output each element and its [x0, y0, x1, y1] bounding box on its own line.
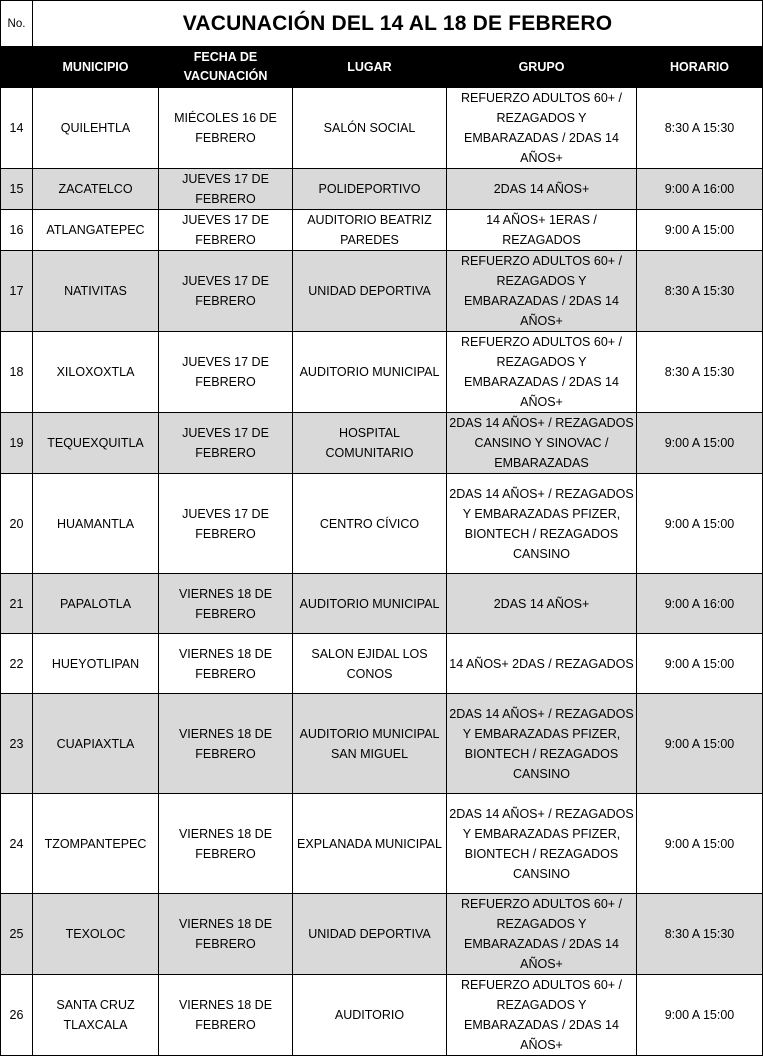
cell-municipio: TEQUEXQUITLA [33, 413, 159, 474]
cell-horario: 8:30 A 15:30 [637, 88, 763, 169]
cell-lugar: AUDITORIO MUNICIPAL [293, 574, 447, 634]
cell-lugar: CENTRO CÍVICO [293, 474, 447, 574]
cell-horario: 8:30 A 15:30 [637, 894, 763, 975]
cell-horario: 9:00 A 15:00 [637, 975, 763, 1056]
table-row [1, 413, 763, 474]
cell-horario: 9:00 A 15:00 [637, 413, 763, 474]
cell-no: 19 [1, 413, 33, 474]
table-row [1, 574, 763, 634]
cell-fecha: VIERNES 18 DE FEBRERO [159, 694, 293, 794]
table-row [1, 88, 763, 169]
cell-no: 16 [1, 210, 33, 251]
cell-municipio: CUAPIAXTLA [33, 694, 159, 794]
table-row [1, 634, 763, 694]
cell-horario: 8:30 A 15:30 [637, 251, 763, 332]
cell-horario: 9:00 A 15:00 [637, 694, 763, 794]
cell-grupo: REFUERZO ADULTOS 60+ / REZAGADOS Y EMBARAZADAS / 2DAS 14 AÑOS+ [447, 894, 637, 975]
cell-horario: 8:30 A 15:30 [637, 332, 763, 413]
cell-lugar: AUDITORIO BEATRIZ PAREDES [293, 210, 447, 251]
cell-grupo: 2DAS 14 AÑOS+ [447, 169, 637, 210]
cell-municipio: ATLANGATEPEC [33, 210, 159, 251]
table-row [1, 474, 763, 574]
cell-lugar: SALON EJIDAL LOS CONOS [293, 634, 447, 694]
cell-no: 15 [1, 169, 33, 210]
table-row [1, 894, 763, 975]
cell-lugar: AUDITORIO MUNICIPAL [293, 332, 447, 413]
cell-municipio: SANTA CRUZ TLAXCALA [33, 975, 159, 1056]
cell-no: 17 [1, 251, 33, 332]
table-row [1, 251, 763, 332]
cell-fecha: JUEVES 17 DE FEBRERO [159, 251, 293, 332]
column-header-row [1, 47, 763, 88]
cell-grupo: 2DAS 14 AÑOS+ / REZAGADOS Y EMBARAZADAS PFIZER, BIONTECH / REZAGADOS CANSINO [447, 794, 637, 894]
table-row [1, 794, 763, 894]
cell-lugar: UNIDAD DEPORTIVA [293, 251, 447, 332]
cell-fecha: MIÉCOLES 16 DE FEBRERO [159, 88, 293, 169]
cell-grupo: 2DAS 14 AÑOS+ / REZAGADOS Y EMBARAZADAS PFIZER, BIONTECH / REZAGADOS CANSINO [447, 694, 637, 794]
table-row [1, 694, 763, 794]
cell-lugar: POLIDEPORTIVO [293, 169, 447, 210]
cell-no: 23 [1, 694, 33, 794]
cell-municipio: TEXOLOC [33, 894, 159, 975]
cell-no: 18 [1, 332, 33, 413]
cell-municipio: XILOXOXTLA [33, 332, 159, 413]
cell-horario: 9:00 A 15:00 [637, 210, 763, 251]
cell-no: 26 [1, 975, 33, 1056]
cell-fecha: JUEVES 17 DE FEBRERO [159, 169, 293, 210]
cell-lugar: SALÓN SOCIAL [293, 88, 447, 169]
cell-no: 20 [1, 474, 33, 574]
header-municipio: MUNICIPIO [33, 47, 159, 88]
cell-fecha: JUEVES 17 DE FEBRERO [159, 210, 293, 251]
header-no-blank [1, 47, 33, 88]
cell-fecha: VIERNES 18 DE FEBRERO [159, 574, 293, 634]
header-fecha: FECHA DE VACUNACIÓN [159, 47, 293, 88]
cell-municipio: HUEYOTLIPAN [33, 634, 159, 694]
no-column-label: No. [1, 1, 33, 47]
cell-horario: 9:00 A 15:00 [637, 474, 763, 574]
cell-grupo: REFUERZO ADULTOS 60+ / REZAGADOS Y EMBARAZADAS / 2DAS 14 AÑOS+ [447, 332, 637, 413]
table-row [1, 169, 763, 210]
cell-no: 14 [1, 88, 33, 169]
cell-lugar: UNIDAD DEPORTIVA [293, 894, 447, 975]
cell-grupo: 2DAS 14 AÑOS+ [447, 574, 637, 634]
cell-lugar: AUDITORIO [293, 975, 447, 1056]
cell-fecha: VIERNES 18 DE FEBRERO [159, 634, 293, 694]
cell-fecha: VIERNES 18 DE FEBRERO [159, 894, 293, 975]
cell-fecha: VIERNES 18 DE FEBRERO [159, 975, 293, 1056]
cell-no: 24 [1, 794, 33, 894]
cell-grupo: REFUERZO ADULTOS 60+ / REZAGADOS Y EMBARAZADAS / 2DAS 14 AÑOS+ [447, 251, 637, 332]
cell-municipio: ZACATELCO [33, 169, 159, 210]
cell-fecha: JUEVES 17 DE FEBRERO [159, 332, 293, 413]
cell-fecha: VIERNES 18 DE FEBRERO [159, 794, 293, 894]
cell-lugar: EXPLANADA MUNICIPAL [293, 794, 447, 894]
cell-municipio: NATIVITAS [33, 251, 159, 332]
cell-horario: 9:00 A 15:00 [637, 794, 763, 894]
cell-horario: 9:00 A 16:00 [637, 169, 763, 210]
cell-lugar: HOSPITAL COMUNITARIO [293, 413, 447, 474]
title-row [1, 1, 763, 47]
header-horario: HORARIO [637, 47, 763, 88]
cell-grupo: REFUERZO ADULTOS 60+ / REZAGADOS Y EMBARAZADAS / 2DAS 14 AÑOS+ [447, 975, 637, 1056]
table-row [1, 210, 763, 251]
cell-grupo: 2DAS 14 AÑOS+ / REZAGADOS Y EMBARAZADAS PFIZER, BIONTECH / REZAGADOS CANSINO [447, 474, 637, 574]
cell-grupo: REFUERZO ADULTOS 60+ / REZAGADOS Y EMBARAZADAS / 2DAS 14 AÑOS+ [447, 88, 637, 169]
cell-municipio: QUILEHTLA [33, 88, 159, 169]
cell-no: 21 [1, 574, 33, 634]
table-row [1, 975, 763, 1056]
table-row [1, 332, 763, 413]
header-lugar: LUGAR [293, 47, 447, 88]
cell-municipio: HUAMANTLA [33, 474, 159, 574]
cell-grupo: 2DAS 14 AÑOS+ / REZAGADOS CANSINO Y SINOVAC / EMBARAZADAS [447, 413, 637, 474]
page-title: VACUNACIÓN DEL 14 AL 18 DE FEBRERO [33, 1, 763, 47]
cell-municipio: TZOMPANTEPEC [33, 794, 159, 894]
cell-horario: 9:00 A 16:00 [637, 574, 763, 634]
cell-no: 25 [1, 894, 33, 975]
cell-grupo: 14 AÑOS+ 1ERAS / REZAGADOS [447, 210, 637, 251]
cell-lugar: AUDITORIO MUNICIPAL SAN MIGUEL [293, 694, 447, 794]
header-grupo: GRUPO [447, 47, 637, 88]
cell-grupo: 14 AÑOS+ 2DAS / REZAGADOS [447, 634, 637, 694]
cell-fecha: JUEVES 17 DE FEBRERO [159, 413, 293, 474]
cell-horario: 9:00 A 15:00 [637, 634, 763, 694]
cell-fecha: JUEVES 17 DE FEBRERO [159, 474, 293, 574]
cell-no: 22 [1, 634, 33, 694]
cell-municipio: PAPALOTLA [33, 574, 159, 634]
